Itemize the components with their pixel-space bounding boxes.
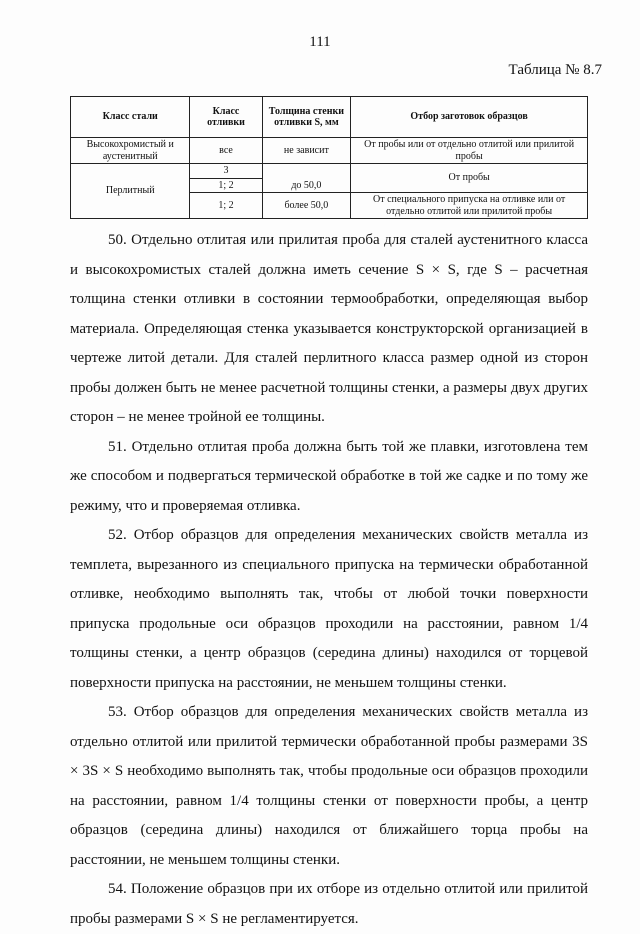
header-casting-class: Класс отливки xyxy=(190,97,262,138)
paragraph-52: 52. Отбор образцов для определения механических свойств металла из темплета, вырезанного из специального припуска на термически обработанной отливке, необходимо выполнять так, чтобы от любой точки поверхности припуска продольные оси образцов проходили на расстоянии, равном 1/4 толщины стенки, а центр образцов (середина длины) находился от торцевой поверхности припуска на расстоянии, не меньшем толщины стенки. xyxy=(70,527,588,691)
paragraph-50: 50. Отдельно отлитая или прилитая проба для сталей аустенитного класса и высокохромистых сталей должна иметь сечение S × S, где S – расчетная толщина стенки отливки в состоянии термообработки, определяющая выбор материала. Определяющая стенка указывается конструкторской организацией в чертеже литой детали. Для сталей перлитного класса размер одной из сторон пробы должен быть не менее расчетной толщины стенки, а размеры двух других сторон – не менее тройной ее толщины. xyxy=(70,232,588,425)
cell-casting-class: 3 xyxy=(190,164,262,179)
cell-thickness: более 50,0 xyxy=(262,193,351,219)
cell-sampling: От специального припуска на отливке или от отдельно отлитой или прилитой пробы xyxy=(351,193,588,219)
page-number: 111 xyxy=(309,34,331,50)
cell-sampling: От пробы xyxy=(351,164,588,193)
header-wall-thickness: Толщина стенки отливки S, мм xyxy=(262,97,351,138)
cell-casting-class: 1; 2 xyxy=(190,193,262,219)
paragraph-54: 54. Положение образцов при их отборе из отдельно отлитой или прилитой пробы размерами S × S не регламентируется. xyxy=(70,881,588,927)
table-row xyxy=(71,138,588,164)
cell-steel-class: Перлитный xyxy=(71,164,190,219)
paragraph-53: 53. Отбор образцов для определения механических свойств металла из отдельно отлитой или прилитой термически обработанной пробы размерами 3S × 3S × S необходимо выполнять так, чтобы продольные оси образцов проходили на расстоянии, равном 1/4 толщины стенки от поверхности пробы, а центр образцов (середина длины) находился от ближайшего торца пробы на расстоянии, не меньшем толщины стенки. xyxy=(70,704,588,868)
cell-thickness: до 50,0 xyxy=(262,164,351,193)
paragraph-51: 51. Отдельно отлитая проба должна быть той же плавки, изготовлена тем же способом и подвергаться термической обработке в той же садке и по тому же режиму, что и проверяемая отливка. xyxy=(70,438,588,514)
cell-sampling: От пробы или от отдельно отлитой или прилитой пробы xyxy=(351,138,588,164)
cell-steel-class: Высокохромистый и аустенитный xyxy=(71,138,190,164)
table-row xyxy=(71,164,588,179)
table-caption: Таблица № 8.7 xyxy=(508,62,602,78)
cell-casting-class: 1; 2 xyxy=(190,178,262,193)
body-text xyxy=(70,226,588,934)
header-sampling: Отбор заготовок образцов xyxy=(351,97,588,138)
cell-thickness: не зависит xyxy=(262,138,351,164)
table-header-row xyxy=(71,97,588,138)
header-steel-class: Класс стали xyxy=(71,97,190,138)
cell-casting-class: все xyxy=(190,138,262,164)
sampling-table xyxy=(70,96,588,219)
